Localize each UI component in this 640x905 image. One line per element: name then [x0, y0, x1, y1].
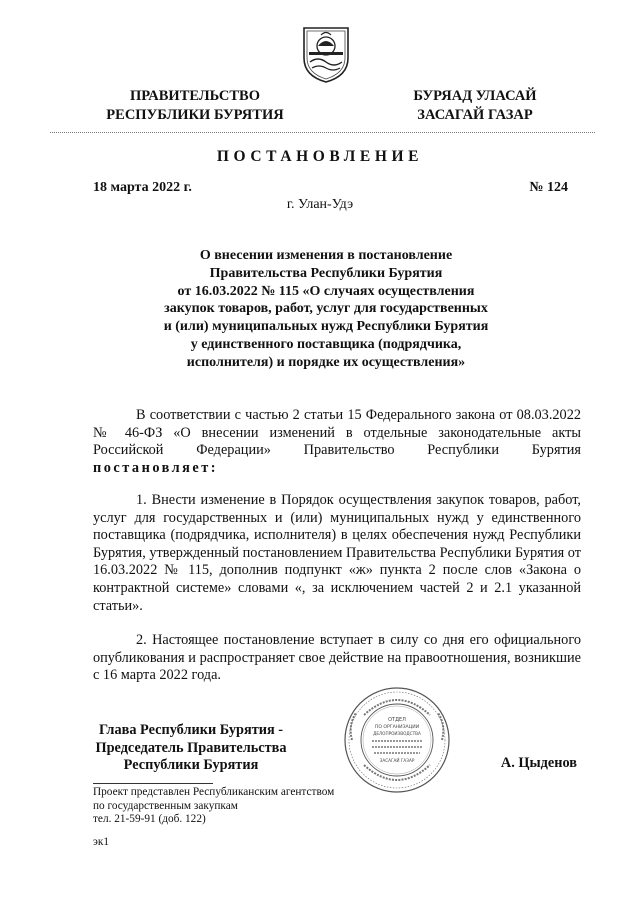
subject-line: Правительства Республики Бурятия [209, 265, 443, 281]
item-2-text: 2. Настоящее постановление вступает в силу со дня его официального опубликования и распространяет свое действие на правоотношения, возникшие с 16 марта 2022 года. [93, 632, 581, 684]
signatory-title-line1: Глава Республики Бурятия - [98, 722, 284, 738]
document-title: ПОСТАНОВЛЕНИЕ [216, 148, 424, 165]
seal-text-line2: ПО ОРГАНИЗАЦИИ [374, 725, 420, 730]
item-1-paragraph [93, 492, 581, 615]
signatory-name: А. Цыденов [500, 755, 577, 771]
footer-rule [93, 783, 213, 784]
header-right-line2: ЗАСАГАЙ ГАЗАР [417, 107, 533, 123]
item-2-paragraph [93, 632, 581, 685]
footer-line3: тел. 21-59-91 (доб. 122) [93, 813, 206, 825]
subject-line: и (или) муниципальных нужд Республики Бурятия [163, 319, 489, 335]
seal-text-line4: ЗАСАГАЙ ГАЗАР [379, 758, 415, 763]
document-subject [140, 247, 512, 372]
subject-line: исполнителя) и порядке их осуществления» [186, 354, 466, 370]
coat-of-arms-emblem [300, 22, 352, 84]
footer-note [93, 786, 334, 827]
seal-text-line1: ОТДЕЛ [388, 717, 406, 723]
footer-line1: Проект представлен Республиканским агентством [93, 786, 335, 798]
subject-line: О внесении изменения в постановление [199, 248, 453, 263]
resolves-word: постановляет: [93, 459, 219, 476]
header-left-line1: ПРАВИТЕЛЬСТВО [130, 88, 260, 104]
preamble-text: В соответствии с частью 2 статьи 15 Федерального закона от 08.03.2022 № 46-ФЗ «О внесении изменений в отдельные законодательные акты Российской Федерации» Правительство Республики Бурятия [93, 407, 581, 459]
government-name-buryat [390, 87, 560, 125]
subject-line: у единственного поставщика (подрядчика, [190, 336, 462, 352]
subject-line: закупок товаров, работ, услуг для государственных [164, 301, 488, 317]
preamble-paragraph [93, 407, 581, 477]
official-seal-stamp [342, 685, 452, 795]
document-city: г. Улан-Удэ [286, 197, 354, 212]
footer-line2: по государственным закупкам [93, 799, 238, 812]
signatory-title-line2: Председатель Правительства [95, 739, 287, 756]
item-1-text: 1. Внести изменение в Порядок осуществления закупок товаров, работ, услуг для государственных и (или) муниципальных нужд у единственного поставщика (подрядчика, исполнителя) в целях обеспечения нужд Республики Бурятия, утвержденный постановлением Правительства Республики Бурятия от 16.03.2022 № 115, дополнив подпункт «ж» пункта 2 после слов «Закона о контрактной системе» словами «, за исключением частей 2 и 2.1 указанной статьи». [93, 492, 581, 614]
header-left-line2: РЕСПУБЛИКИ БУРЯТИЯ [106, 107, 284, 123]
signatory-title [86, 722, 296, 775]
subject-line: от 16.03.2022 № 115 «О случаях осуществления [177, 283, 475, 299]
seal-text-line3: ДЕЛОПРОИЗВОДСТВА [373, 731, 421, 736]
document-date: 18 марта 2022 г. [93, 180, 192, 195]
signatory-title-line3: Республики Бурятия [123, 757, 259, 774]
document-code: эк1 [93, 836, 109, 848]
header-separator [50, 132, 595, 135]
document-number: № 124 [529, 180, 568, 195]
government-name-russian [90, 87, 300, 125]
header-right-line1: БУРЯАД УЛАСАЙ [413, 88, 537, 104]
